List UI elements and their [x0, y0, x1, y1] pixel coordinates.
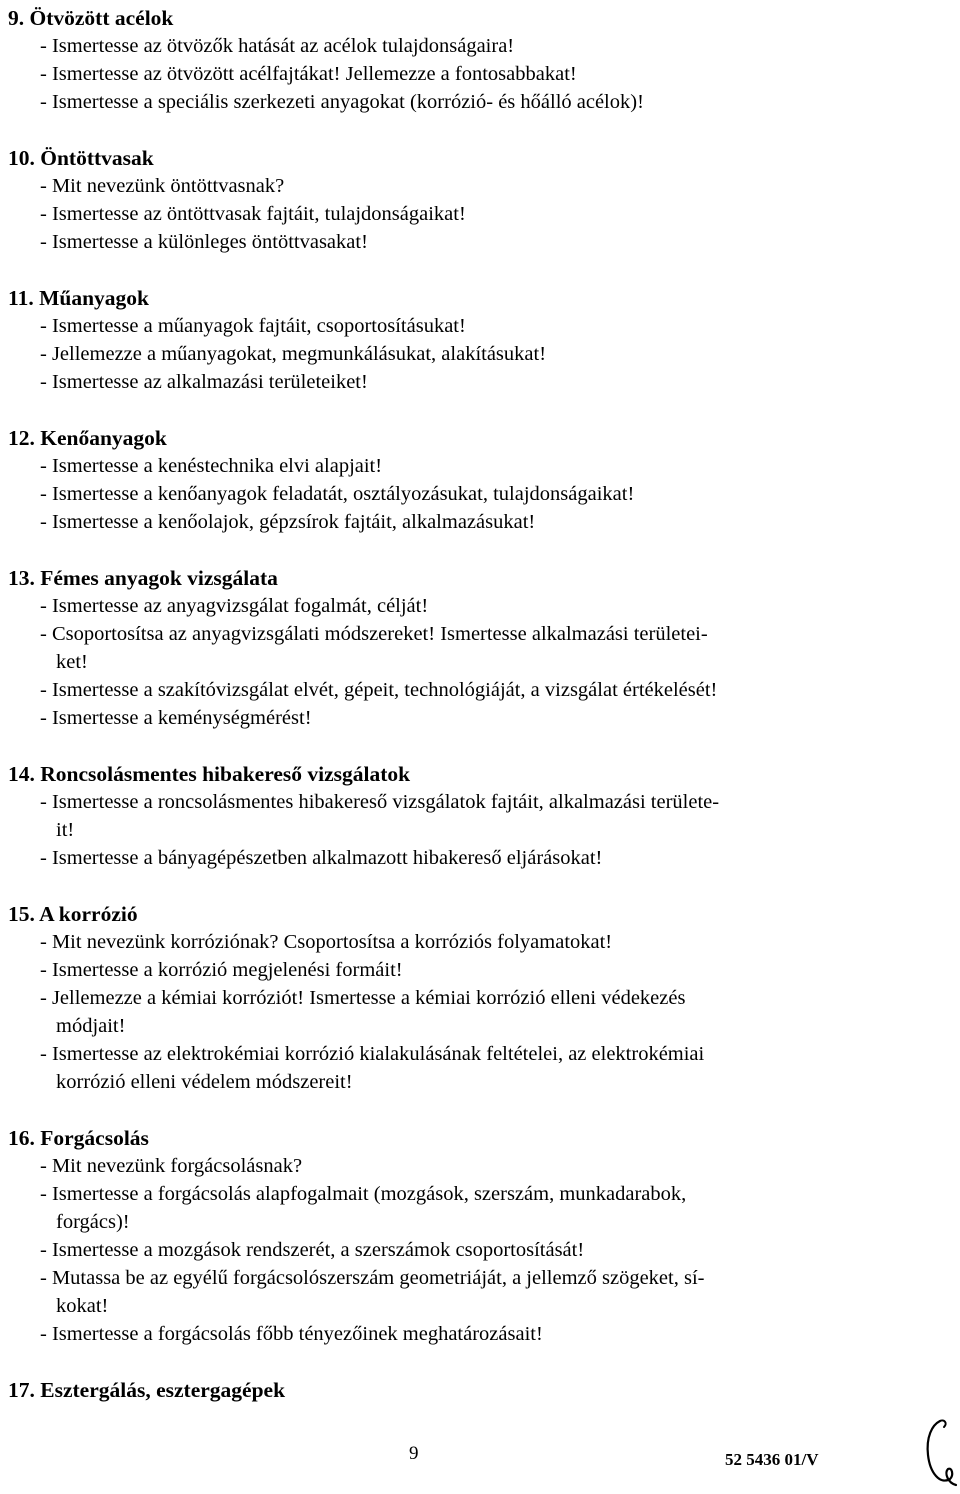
question-text-continued: ket! [56, 651, 88, 673]
question-text-continued: módjait! [56, 1015, 126, 1037]
question-text: - Ismertesse az elektrokémiai korrózió kialakulásának feltételei, az elektrokémiai [40, 1043, 705, 1065]
question-item [8, 452, 908, 480]
page-number: 9 [409, 1443, 419, 1464]
question-text-continued: forgács)! [56, 1211, 130, 1233]
question-item [8, 676, 908, 704]
question-item [8, 312, 908, 340]
question-item [8, 704, 908, 732]
question-item [8, 1180, 908, 1236]
section-heading: 16. Forgácsolás [8, 1126, 149, 1150]
question-text: - Ismertesse a speciális szerkezeti anyagokat (korrózió- és hőálló acélok)! [40, 91, 644, 113]
question-item [8, 88, 908, 116]
question-item [8, 340, 908, 368]
section-15 [8, 900, 908, 1096]
question-text: - Mit nevezünk forgácsolásnak? [40, 1155, 303, 1177]
section-heading: 14. Roncsolásmentes hibakereső vizsgálatok [8, 762, 411, 786]
question-item [8, 228, 908, 256]
document-code: 52 5436 01/V [725, 1450, 819, 1469]
question-item [8, 788, 908, 844]
question-text: - Jellemezze a műanyagokat, megmunkálásukat, alakításukat! [40, 343, 547, 365]
question-item [8, 508, 908, 536]
question-text-continued: kokat! [56, 1295, 109, 1317]
section-17 [8, 1376, 908, 1404]
question-text: - Csoportosítsa az anyagvizsgálati módszereket! Ismertesse alkalmazási területei- [40, 623, 708, 645]
question-text: - Ismertesse a kenőanyagok feladatát, osztályozásukat, tulajdonságaikat! [40, 483, 635, 505]
question-item [8, 1320, 908, 1348]
section-10 [8, 144, 908, 256]
question-text: - Ismertesse a korrózió megjelenési formáit! [40, 959, 403, 981]
question-item [8, 172, 908, 200]
question-item [8, 1264, 908, 1320]
question-text: - Mit nevezünk korróziónak? Csoportosítsa a korróziós folyamatokat! [40, 931, 613, 953]
section-14 [8, 760, 908, 872]
section-heading: 17. Esztergálás, esztergagépek [8, 1378, 286, 1402]
question-item [8, 480, 908, 508]
question-text: - Mit nevezünk öntöttvasnak? [40, 175, 285, 197]
section-heading: 10. Öntöttvasak [8, 146, 154, 170]
question-text: - Jellemezze a kémiai korróziót! Ismertesse a kémiai korrózió elleni védekezés [40, 987, 686, 1009]
question-item [8, 984, 908, 1040]
question-item [8, 368, 908, 396]
section-13 [8, 564, 908, 732]
question-text: - Ismertesse az öntöttvasak fajtáit, tulajdonságaikat! [40, 203, 466, 225]
section-heading: 13. Fémes anyagok vizsgálata [8, 566, 278, 590]
section-16 [8, 1124, 908, 1348]
question-text: - Ismertesse az ötvözött acélfajtákat! Jellemezze a fontosabbakat! [40, 63, 577, 85]
question-text: - Ismertesse a különleges öntöttvasakat! [40, 231, 368, 253]
question-text: - Ismertesse a bányagépészetben alkalmazott hibakereső eljárásokat! [40, 847, 603, 869]
question-item [8, 928, 908, 956]
question-text: - Ismertesse a műanyagok fajtáit, csoportosításukat! [40, 315, 466, 337]
section-heading: 9. Ötvözött acélok [8, 6, 174, 30]
question-item [8, 1040, 908, 1096]
question-text: - Mutassa be az egyélű forgácsolószerszám geometriáját, a jellemző szögeket, sí- [40, 1267, 705, 1289]
section-9 [8, 4, 908, 116]
question-text: - Ismertesse a szakítóvizsgálat elvét, gépeit, technológiáját, a vizsgálat értékelését! [40, 679, 718, 701]
question-item [8, 60, 908, 88]
section-11 [8, 284, 908, 396]
question-text: - Ismertesse a forgácsolás főbb tényezőinek meghatározásait! [40, 1323, 543, 1345]
section-12 [8, 424, 908, 536]
question-text: - Ismertesse a keménységmérést! [40, 707, 312, 729]
handwritten-signature [910, 1415, 960, 1491]
question-item [8, 620, 908, 676]
question-item [8, 844, 908, 872]
question-text: - Ismertesse a mozgások rendszerét, a szerszámok csoportosítását! [40, 1239, 585, 1261]
question-text: - Ismertesse a kenéstechnika elvi alapjait! [40, 455, 383, 477]
question-item [8, 956, 908, 984]
question-text-continued: it! [56, 819, 75, 841]
question-item [8, 32, 908, 60]
question-text: - Ismertesse a kenőolajok, gépzsírok fajtáit, alkalmazásukat! [40, 511, 536, 533]
question-item [8, 592, 908, 620]
section-heading: 15. A korrózió [8, 902, 138, 926]
question-text: - Ismertesse a forgácsolás alapfogalmait (mozgások, szerszám, munkadarabok, [40, 1183, 687, 1205]
question-item [8, 1152, 908, 1180]
section-heading: 11. Műanyagok [8, 286, 149, 310]
question-item [8, 1236, 908, 1264]
question-text-continued: korrózió elleni védelem módszereit! [56, 1071, 353, 1093]
question-text: - Ismertesse az ötvözők hatását az acélok tulajdonságaira! [40, 35, 515, 57]
question-text: - Ismertesse az alkalmazási területeiket! [40, 371, 368, 393]
question-text: - Ismertesse az anyagvizsgálat fogalmát, célját! [40, 595, 429, 617]
question-item [8, 200, 908, 228]
section-heading: 12. Kenőanyagok [8, 426, 167, 450]
question-text: - Ismertesse a roncsolásmentes hibakereső vizsgálatok fajtáit, alkalmazási területe- [40, 791, 720, 813]
